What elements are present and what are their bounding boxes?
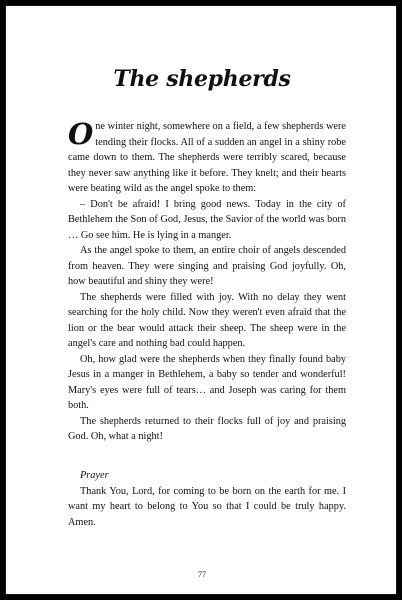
prayer-label: Prayer bbox=[80, 470, 109, 481]
story-paragraph-4: The shepherds were filled with joy. With no delay they went searching for the holy child. Now they weren't even afraid that the lion or the bear would attack their sheep. The sheep were in the angel's care and nothing bad could happen. bbox=[68, 291, 346, 349]
book-page bbox=[5, 5, 397, 595]
story-paragraph-2: – Don't be afraid! I bring good news. Today in the city of Bethlehem the Son of God, Jesus, the Savior of the world was born … Go see him. He is lying in a manger. bbox=[68, 198, 346, 241]
story-paragraph-1 bbox=[68, 119, 346, 197]
drop-cap: O bbox=[68, 117, 94, 151]
page-title: The shepherds bbox=[113, 66, 291, 92]
story-paragraph-3: As the angel spoke to them, an entire choir of angels descended from heaven. They were singing and praising God joyfully. Oh, how beautiful and shiny they were! bbox=[68, 245, 346, 287]
prayer-section bbox=[68, 468, 346, 530]
prayer-text: Thank You, Lord, for coming to be born on the earth for me. I want my heart to belong to You so that I could be truly happy. Amen. bbox=[68, 485, 346, 528]
story-text bbox=[68, 119, 346, 445]
story-paragraph-6: The shepherds returned to their flocks full of joy and praising God. Oh, what a night! bbox=[68, 415, 346, 442]
paragraph-1-text: ne winter night, somewhere on a field, a few shepherds were tending their flocks. All of a sudden an angel in a shiny robe came down to them. The shepherds were terribly scared, because they never saw anything like it before. They knelt; and their hearts were beating wild as the angel spoke to them: bbox=[68, 121, 346, 194]
page-number: 77 bbox=[198, 570, 206, 579]
story-paragraph-5: Oh, how glad were the shepherds when they finally found baby Jesus in a manger in Bethlehem, a baby so tender and wonderful! Mary's eyes were full of tears… and Joseph was caring for them both. bbox=[68, 353, 346, 411]
